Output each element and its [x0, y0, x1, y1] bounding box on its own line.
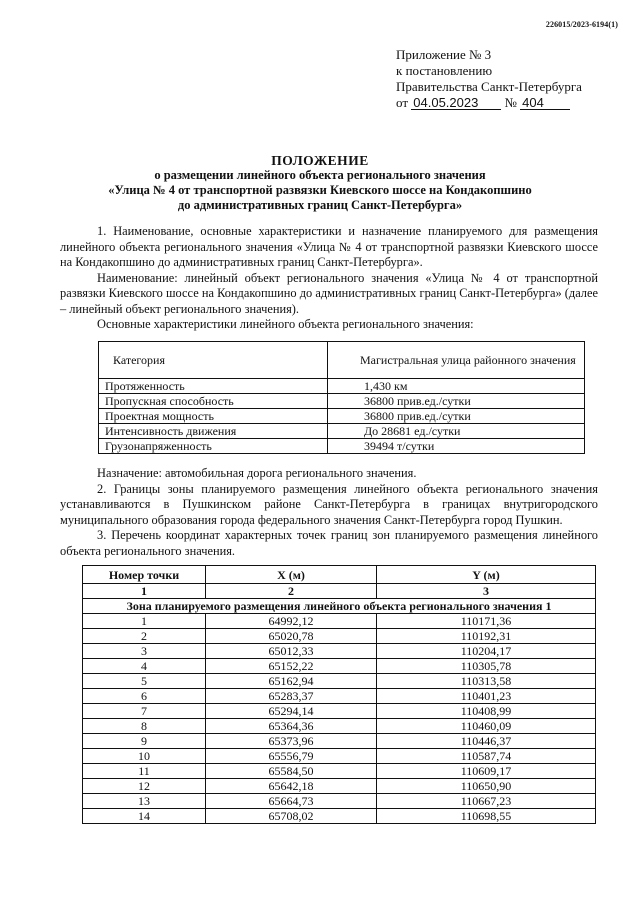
- characteristic-name: Грузонапряженность: [99, 439, 328, 454]
- title-line-2: о размещении линейного объекта регионального значения: [154, 168, 486, 182]
- x-coordinate: 65373,96: [206, 734, 377, 749]
- table-row: [83, 629, 596, 644]
- table-row: [99, 394, 585, 409]
- annex-block: [396, 47, 582, 111]
- title-main: ПОЛОЖЕНИЕ: [271, 153, 369, 168]
- point-number: 12: [83, 779, 206, 794]
- y-coordinate: 110408,99: [377, 704, 596, 719]
- characteristics-header-value-text: Магистральная улица районного значения: [360, 353, 576, 367]
- table-row: [83, 704, 596, 719]
- header-point-number: Номер точки: [83, 566, 206, 584]
- table-row: [83, 659, 596, 674]
- x-coordinate: 64992,12: [206, 614, 377, 629]
- table-row: [83, 674, 596, 689]
- point-number: 6: [83, 689, 206, 704]
- y-coordinate: 110401,23: [377, 689, 596, 704]
- section-2: [60, 466, 598, 559]
- point-number: 14: [83, 809, 206, 824]
- x-coordinate: 65152,22: [206, 659, 377, 674]
- annex-line-3: Правительства Санкт-Петербурга: [396, 79, 582, 94]
- title-line-3: «Улица № 4 от транспортной развязки Киевского шоссе на Кондакопшино: [108, 183, 532, 197]
- table-row: [83, 749, 596, 764]
- table-row: [99, 439, 585, 454]
- characteristic-value: 39494 т/сутки: [328, 439, 585, 454]
- decree-number: 404: [520, 96, 570, 110]
- characteristics-table: [98, 341, 585, 454]
- section-1-paragraph-1: 1. Наименование, основные характеристики и назначение планируемого для размещения линейного объекта регионального значения «Улица № 4 от транспортной развязки Киевского шоссе на Кондакопшино до административных границ Санкт-Петербурга».: [60, 224, 598, 269]
- characteristic-value: 1,430 км: [328, 379, 585, 394]
- point-number: 13: [83, 794, 206, 809]
- table-row: [99, 409, 585, 424]
- point-number: 5: [83, 674, 206, 689]
- annex-date-line: [396, 95, 582, 111]
- table-row: [83, 764, 596, 779]
- x-coordinate: 65012,33: [206, 644, 377, 659]
- x-coordinate: 65708,02: [206, 809, 377, 824]
- characteristic-value: До 28681 ед./сутки: [328, 424, 585, 439]
- coordinates-table: [82, 565, 596, 824]
- section-1-paragraph-3: Основные характеристики линейного объекта регионального значения:: [97, 317, 474, 331]
- x-coordinate: 65584,50: [206, 764, 377, 779]
- title-line-4: до административных границ Санкт-Петербурга»: [177, 198, 463, 212]
- point-number: 4: [83, 659, 206, 674]
- table-row: [83, 614, 596, 629]
- date-prefix: от: [396, 95, 409, 110]
- y-coordinate: 110460,09: [377, 719, 596, 734]
- x-coordinate: 65364,36: [206, 719, 377, 734]
- table-row: [83, 809, 596, 824]
- section-2-paragraph-1: Назначение: автомобильная дорога регионального значения.: [97, 466, 417, 480]
- characteristic-name: Протяженность: [99, 379, 328, 394]
- x-coordinate: 65020,78: [206, 629, 377, 644]
- annex-line-1: Приложение № 3: [396, 47, 492, 62]
- coordinates-header-row: [83, 566, 596, 584]
- decree-date: 04.05.2023: [411, 96, 501, 110]
- table-row: [83, 719, 596, 734]
- characteristics-header-category: Категория: [99, 342, 328, 379]
- y-coordinate: 110609,17: [377, 764, 596, 779]
- y-coordinate: 110204,17: [377, 644, 596, 659]
- x-coordinate: 65642,18: [206, 779, 377, 794]
- point-number: 8: [83, 719, 206, 734]
- characteristic-value: 36800 прив.ед./сутки: [328, 409, 585, 424]
- number-prefix: №: [504, 95, 517, 110]
- zone-title: Зона планируемого размещения линейного объекта регионального значения 1: [83, 599, 596, 614]
- point-number: 1: [83, 614, 206, 629]
- y-coordinate: 110171,36: [377, 614, 596, 629]
- characteristics-header-row: [99, 342, 585, 379]
- column-number: 1: [83, 584, 206, 599]
- column-number: 3: [377, 584, 596, 599]
- y-coordinate: 110650,90: [377, 779, 596, 794]
- section-1-paragraph-2: Наименование: линейный объект регионального значения «Улица № 4 от транспортной развязки Киевского шоссе на Кондакопшино до административных границ Санкт-Петербурга» (далее – линейный объект регионального значения).: [60, 270, 598, 316]
- section-1: [60, 224, 598, 333]
- x-coordinate: 65162,94: [206, 674, 377, 689]
- coordinates-body: [83, 614, 596, 824]
- characteristic-name: Интенсивность движения: [99, 424, 328, 439]
- document-title: [0, 153, 640, 213]
- point-number: 2: [83, 629, 206, 644]
- x-coordinate: 65556,79: [206, 749, 377, 764]
- x-coordinate: 65664,73: [206, 794, 377, 809]
- table-row: [99, 424, 585, 439]
- y-coordinate: 110698,55: [377, 809, 596, 824]
- characteristics-header-value: [328, 342, 585, 379]
- section-2-paragraph-2: 2. Границы зоны планируемого размещения линейного объекта регионального значения устанавливаются в Пушкинском районе Санкт-Петербурга в границах внутригородского муниципального образования города федерального значения Санкт-Петербурга город Пушкин.: [60, 481, 598, 527]
- point-number: 11: [83, 764, 206, 779]
- y-coordinate: 110192,31: [377, 629, 596, 644]
- x-coordinate: 65294,14: [206, 704, 377, 719]
- section-2-paragraph-3: 3. Перечень координат характерных точек границ зон планируемого размещения линейного объекта регионального значения.: [60, 528, 598, 558]
- point-number: 10: [83, 749, 206, 764]
- table-row: [83, 779, 596, 794]
- header-y: Y (м): [377, 566, 596, 584]
- y-coordinate: 110313,58: [377, 674, 596, 689]
- y-coordinate: 110667,23: [377, 794, 596, 809]
- zone-title-row: [83, 599, 596, 614]
- y-coordinate: 110587,74: [377, 749, 596, 764]
- table-row: [83, 734, 596, 749]
- point-number: 3: [83, 644, 206, 659]
- table-row: [99, 379, 585, 394]
- header-x: X (м): [206, 566, 377, 584]
- characteristic-value: 36800 прив.ед./сутки: [328, 394, 585, 409]
- table-row: [83, 644, 596, 659]
- table-row: [83, 794, 596, 809]
- point-number: 7: [83, 704, 206, 719]
- y-coordinate: 110305,78: [377, 659, 596, 674]
- y-coordinate: 110446,37: [377, 734, 596, 749]
- annex-line-2: к постановлению: [396, 63, 493, 78]
- characteristic-name: Пропускная способность: [99, 394, 328, 409]
- column-numbers-row: [83, 584, 596, 599]
- characteristic-name: Проектная мощность: [99, 409, 328, 424]
- column-number: 2: [206, 584, 377, 599]
- document-number: 226015/2023-6194(1): [545, 20, 618, 29]
- point-number: 9: [83, 734, 206, 749]
- x-coordinate: 65283,37: [206, 689, 377, 704]
- table-row: [83, 689, 596, 704]
